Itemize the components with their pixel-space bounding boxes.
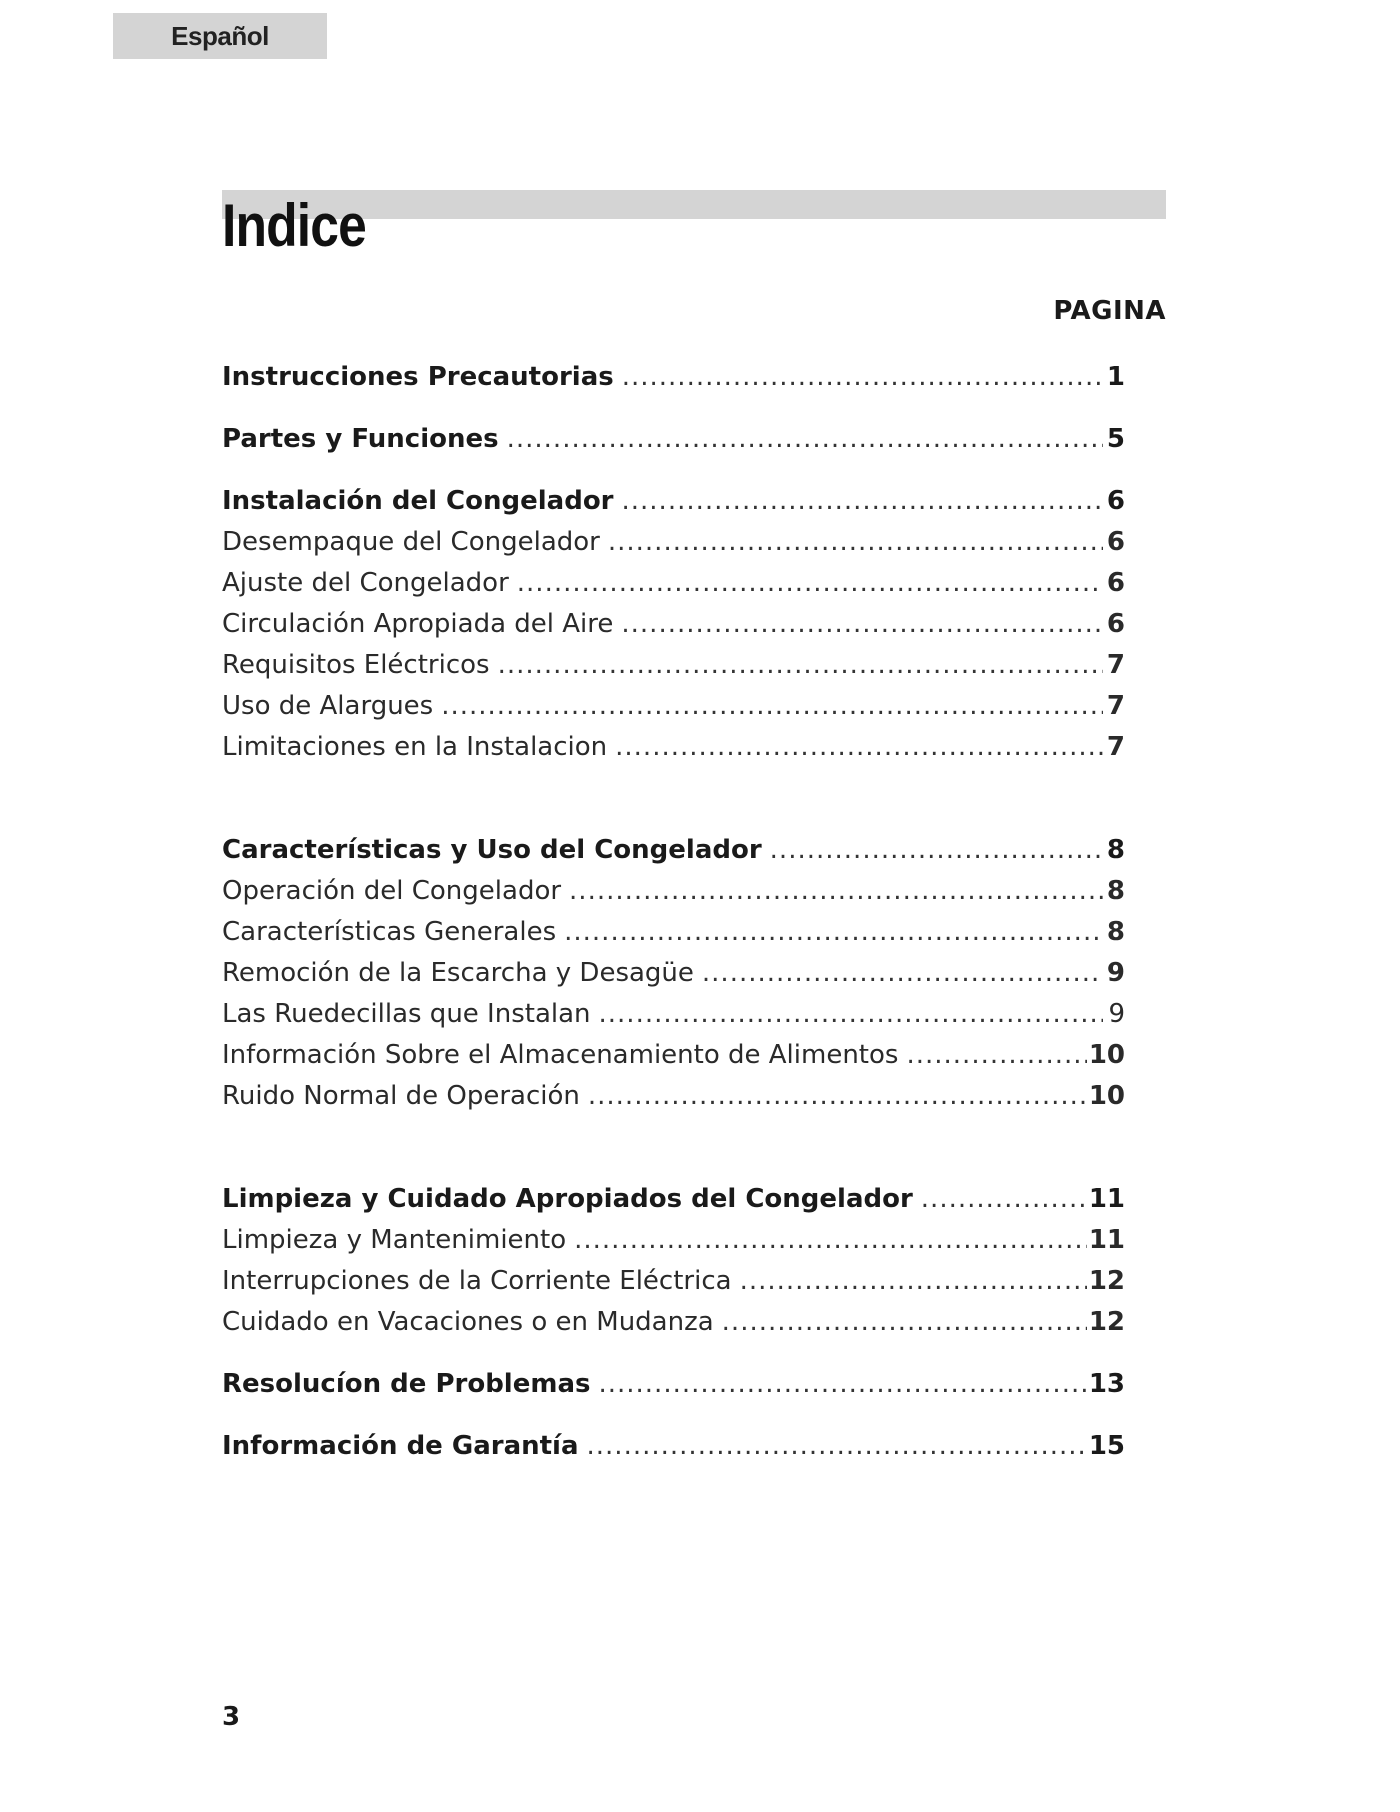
toc-entry-interrupciones[interactable] [222, 1261, 1125, 1302]
spacer [222, 398, 1125, 419]
dot-leader [599, 994, 1103, 1035]
toc-entry-partes-y-funciones[interactable] [222, 419, 1125, 460]
toc-entry-instalacion-del-congelador[interactable] [222, 481, 1125, 522]
dot-leader [702, 953, 1103, 994]
toc-entry-almacenamiento[interactable] [222, 1035, 1125, 1076]
toc-entry-label: Información Sobre el Almacenamiento de Alimentos [222, 1040, 899, 1070]
toc-entry-page: 8 [1106, 876, 1125, 906]
toc-entry-page: 1 [1106, 362, 1125, 392]
dot-leader [722, 1302, 1087, 1343]
toc-entry-page: 6 [1106, 609, 1125, 639]
toc-entry-page: 8 [1106, 917, 1125, 947]
toc-entry-page: 10 [1088, 1040, 1125, 1070]
dot-leader [608, 522, 1103, 563]
toc-entry-page: 9 [1108, 999, 1125, 1029]
toc-entry-page: 7 [1106, 650, 1125, 680]
toc-entry-page: 5 [1106, 424, 1125, 454]
toc-entry-limitaciones[interactable] [222, 727, 1125, 768]
dot-leader [770, 830, 1103, 871]
dot-leader [622, 481, 1104, 522]
toc-entry-label: Limpieza y Mantenimiento [222, 1225, 567, 1255]
dot-leader [921, 1179, 1087, 1220]
toc-entry-label: Remoción de la Escarcha y Desagüe [222, 958, 694, 988]
spacer [222, 1343, 1125, 1364]
page-number: 3 [222, 1702, 241, 1732]
toc-entry-page: 6 [1106, 486, 1125, 516]
dot-leader [588, 1076, 1087, 1117]
toc-entry-label: Instalación del Congelador [222, 486, 614, 516]
dot-leader [564, 912, 1103, 953]
dot-leader [498, 645, 1103, 686]
table-of-contents [222, 357, 1125, 1467]
toc-entry-label: Limpieza y Cuidado Apropiados del Congelador [222, 1184, 913, 1214]
toc-entry-label: Características y Uso del Congelador [222, 835, 762, 865]
toc-entry-desempaque[interactable] [222, 522, 1125, 563]
toc-entry-page: 7 [1106, 732, 1125, 762]
dot-leader [587, 1426, 1087, 1467]
dot-leader [441, 686, 1103, 727]
toc-entry-limpieza-cuidado[interactable] [222, 1179, 1125, 1220]
toc-entry-page: 7 [1106, 691, 1125, 721]
toc-entry-label: Ajuste del Congelador [222, 568, 509, 598]
toc-entry-label: Requisitos Eléctricos [222, 650, 490, 680]
toc-entry-page: 10 [1088, 1081, 1125, 1111]
toc-entry-page: 6 [1106, 568, 1125, 598]
toc-entry-label: Instrucciones Precautorias [222, 362, 614, 392]
language-tab: Español [113, 13, 327, 59]
dot-leader [574, 1220, 1087, 1261]
toc-entry-label: Interrupciones de la Corriente Eléctrica [222, 1266, 732, 1296]
toc-entry-label: Las Ruedecillas que Instalan [222, 999, 591, 1029]
toc-entry-remocion-escarcha[interactable] [222, 953, 1125, 994]
toc-entry-resolucion-problemas[interactable] [222, 1364, 1125, 1405]
toc-entry-label: Información de Garantía [222, 1431, 579, 1461]
toc-entry-instrucciones-precautorias[interactable] [222, 357, 1125, 398]
dot-leader [615, 727, 1103, 768]
dot-leader [906, 1035, 1086, 1076]
toc-entry-page: 6 [1106, 527, 1125, 557]
toc-entry-garantia[interactable] [222, 1426, 1125, 1467]
dot-leader [621, 604, 1103, 645]
toc-entry-label: Uso de Alargues [222, 691, 434, 721]
toc-entry-page: 13 [1088, 1369, 1125, 1399]
spacer [222, 460, 1125, 481]
toc-entry-page: 8 [1106, 835, 1125, 865]
page-title: Indice [222, 192, 366, 259]
toc-entry-label: Limitaciones en la Instalacion [222, 732, 608, 762]
toc-entry-caracteristicas-uso[interactable] [222, 830, 1125, 871]
spacer [222, 1405, 1125, 1426]
toc-entry-operacion[interactable] [222, 871, 1125, 912]
toc-entry-label: Cuidado en Vacaciones o en Mudanza [222, 1307, 714, 1337]
dot-leader [569, 871, 1103, 912]
toc-entry-label: Características Generales [222, 917, 557, 947]
toc-entry-uso-alargues[interactable] [222, 686, 1125, 727]
dot-leader [507, 419, 1103, 460]
spacer [222, 768, 1125, 830]
toc-entry-ruido-normal[interactable] [222, 1076, 1125, 1117]
toc-entry-label: Operación del Congelador [222, 876, 562, 906]
page-column-label: PAGINA [1053, 296, 1166, 326]
toc-entry-label: Ruido Normal de Operación [222, 1081, 580, 1111]
toc-entry-label: Desempaque del Congelador [222, 527, 600, 557]
toc-entry-vacaciones[interactable] [222, 1302, 1125, 1343]
toc-entry-page: 12 [1088, 1307, 1125, 1337]
toc-entry-page: 15 [1088, 1431, 1125, 1461]
toc-entry-page: 12 [1088, 1266, 1125, 1296]
toc-entry-page: 11 [1088, 1184, 1125, 1214]
toc-entry-page: 11 [1088, 1225, 1125, 1255]
dot-leader [622, 357, 1103, 398]
dot-leader [517, 563, 1103, 604]
toc-entry-ajuste[interactable] [222, 563, 1125, 604]
toc-entry-circulacion-aire[interactable] [222, 604, 1125, 645]
toc-entry-ruedecillas[interactable] [222, 994, 1125, 1035]
toc-entry-label: Partes y Funciones [222, 424, 499, 454]
toc-entry-caracteristicas-generales[interactable] [222, 912, 1125, 953]
dot-leader [598, 1364, 1086, 1405]
toc-entry-requisitos-electricos[interactable] [222, 645, 1125, 686]
toc-entry-label: Circulación Apropiada del Aire [222, 609, 614, 639]
dot-leader [740, 1261, 1087, 1302]
toc-entry-limpieza-mantenimiento[interactable] [222, 1220, 1125, 1261]
toc-entry-label: Resolucíon de Problemas [222, 1369, 591, 1399]
spacer [222, 1117, 1125, 1179]
toc-entry-page: 9 [1106, 958, 1125, 988]
